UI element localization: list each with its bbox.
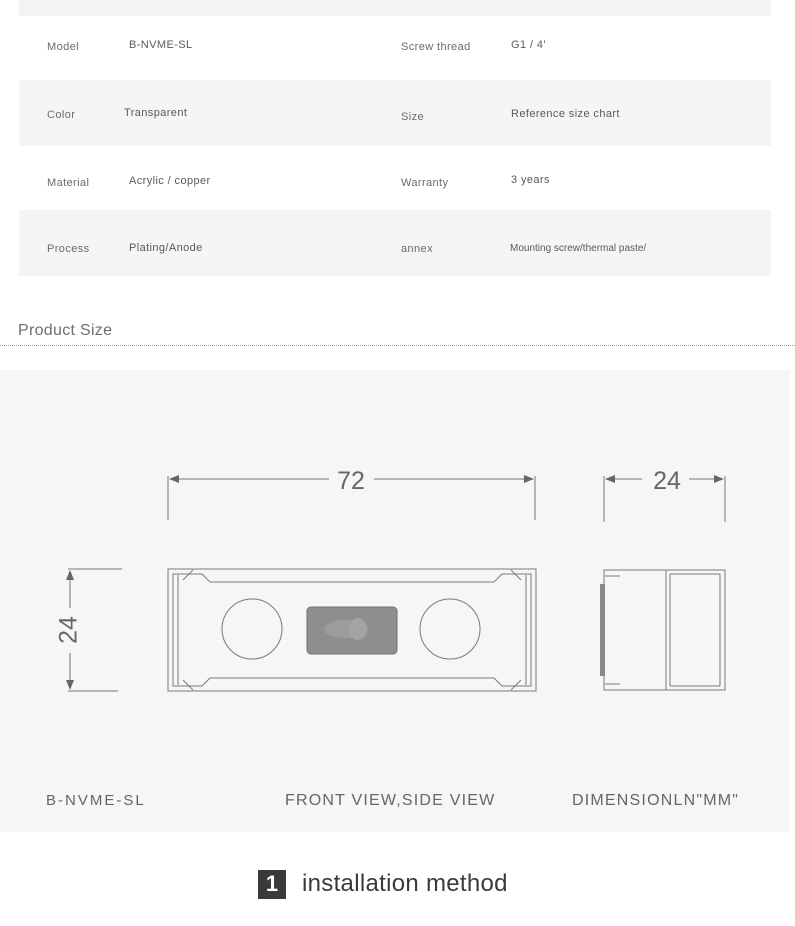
spec-value: 3 years bbox=[511, 174, 550, 186]
logo-mark-inner bbox=[349, 618, 367, 640]
spec-label: Material bbox=[47, 177, 90, 189]
section-title-product-size: Product Size bbox=[18, 322, 113, 339]
installation-title: installation method bbox=[302, 870, 508, 897]
spec-value: Transparent bbox=[124, 107, 188, 119]
spec-label: Screw thread bbox=[401, 41, 471, 53]
side-view bbox=[604, 570, 725, 690]
spec-label: Warranty bbox=[401, 177, 449, 189]
caption-model: B-NVME-SL bbox=[46, 792, 146, 809]
spec-row-material bbox=[19, 146, 771, 212]
spec-label: Model bbox=[47, 41, 79, 53]
spec-value: B-NVME-SL bbox=[129, 39, 193, 51]
width-label: 72 bbox=[337, 467, 365, 495]
spec-label: Color bbox=[47, 109, 76, 121]
caption-units: DIMENSIONLN"MM" bbox=[572, 792, 740, 809]
spec-value: Mounting screw/thermal paste/ bbox=[510, 243, 647, 254]
side-thread bbox=[600, 584, 605, 676]
dimension-drawing-panel bbox=[0, 370, 790, 832]
spec-value: G1 / 4' bbox=[511, 39, 546, 51]
spec-value: Plating/Anode bbox=[129, 242, 203, 254]
side-width-label: 24 bbox=[653, 467, 681, 495]
height-label: 24 bbox=[54, 616, 83, 644]
spec-row-model bbox=[19, 14, 771, 80]
spec-value: Reference size chart bbox=[511, 108, 620, 120]
dimension-drawing bbox=[0, 370, 790, 832]
spec-label: Process bbox=[47, 243, 90, 255]
spec-value: Acrylic / copper bbox=[129, 175, 211, 187]
installation-heading bbox=[258, 869, 508, 899]
spec-row-color bbox=[19, 80, 771, 146]
caption-views: FRONT VIEW,SIDE VIEW bbox=[285, 792, 496, 809]
spec-row-process bbox=[19, 210, 771, 276]
step-number-badge: 1 bbox=[258, 870, 286, 899]
spec-label: Size bbox=[401, 111, 424, 123]
dotted-divider bbox=[0, 345, 795, 346]
spec-label: annex bbox=[401, 243, 433, 255]
